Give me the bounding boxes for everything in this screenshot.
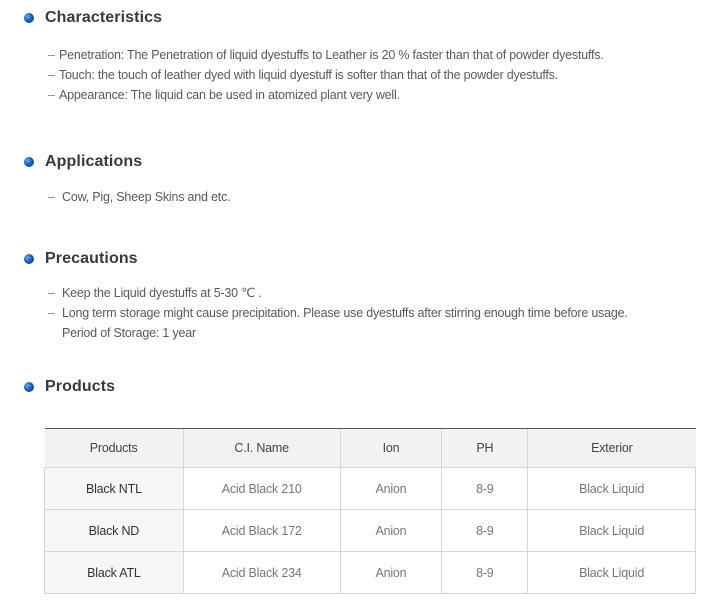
applications-heading [24, 153, 142, 171]
table-row [45, 510, 696, 552]
list-item-text: Penetration: The Penetration of liquid dyestuffs to Leather is 20 % faster than that of powder dyestuffs. [59, 48, 604, 62]
column-header: Ion [340, 429, 442, 468]
product-name-cell: Black NTL [45, 468, 184, 510]
bullet-icon [24, 13, 34, 23]
ph-cell: 8-9 [442, 510, 528, 552]
column-header: Products [45, 429, 184, 468]
characteristics-heading [24, 9, 162, 27]
list-item [48, 45, 604, 65]
column-header: Exterior [528, 429, 696, 468]
bullet-icon [24, 254, 34, 264]
table-row [45, 552, 696, 594]
product-name-cell: Black ND [45, 510, 184, 552]
ci-name-cell: Acid Black 210 [183, 468, 340, 510]
dash: – [48, 68, 55, 82]
products-table [44, 428, 696, 594]
list-item [48, 283, 628, 303]
storage-period [48, 323, 628, 343]
precautions-title: Precautions [45, 250, 138, 267]
dash: – [48, 306, 55, 320]
exterior-cell: Black Liquid [528, 552, 696, 594]
list-item-text: Long term storage might cause precipitation. Please use dyestuffs after stirring enough time before usage. [62, 306, 628, 320]
bullet-icon [24, 382, 34, 392]
product-name-cell: Black ATL [45, 552, 184, 594]
list-item-text: Appearance: The liquid can be used in atomized plant very well. [59, 88, 400, 102]
list-item [48, 187, 230, 207]
list-item-text: Touch: the touch of leather dyed with liquid dyestuff is softer than that of the powder dyestuffs. [59, 68, 559, 82]
list-item-text: Cow, Pig, Sheep Skins and etc. [62, 190, 231, 204]
column-header: PH [442, 429, 528, 468]
characteristics-title: Characteristics [45, 9, 163, 26]
bullet-icon [24, 157, 34, 167]
dash: – [48, 88, 55, 102]
exterior-cell: Black Liquid [528, 510, 696, 552]
ph-cell: 8-9 [442, 468, 528, 510]
ci-name-cell: Acid Black 172 [183, 510, 340, 552]
column-header: C.I. Name [183, 429, 340, 468]
table-header-row [45, 429, 696, 468]
exterior-cell: Black Liquid [528, 468, 696, 510]
list-item [48, 65, 604, 85]
applications-list [48, 187, 230, 207]
ion-cell: Anion [340, 468, 442, 510]
dash: – [48, 190, 55, 204]
table-row [45, 468, 696, 510]
ph-cell: 8-9 [442, 552, 528, 594]
ci-name-cell: Acid Black 234 [183, 552, 340, 594]
list-item-text: Keep the Liquid dyestuffs at 5-30 ℃ . [62, 286, 262, 300]
list-item [48, 85, 604, 105]
precautions-list [48, 283, 628, 343]
precautions-heading [24, 250, 138, 268]
dash: – [48, 48, 55, 62]
list-item [48, 303, 628, 323]
characteristics-list [48, 45, 604, 105]
storage-period-text: Period of Storage: 1 year [62, 326, 196, 340]
products-heading [24, 378, 115, 396]
ion-cell: Anion [340, 510, 442, 552]
ion-cell: Anion [340, 552, 442, 594]
applications-title: Applications [45, 153, 143, 170]
dash: – [48, 286, 55, 300]
products-title: Products [45, 378, 116, 395]
